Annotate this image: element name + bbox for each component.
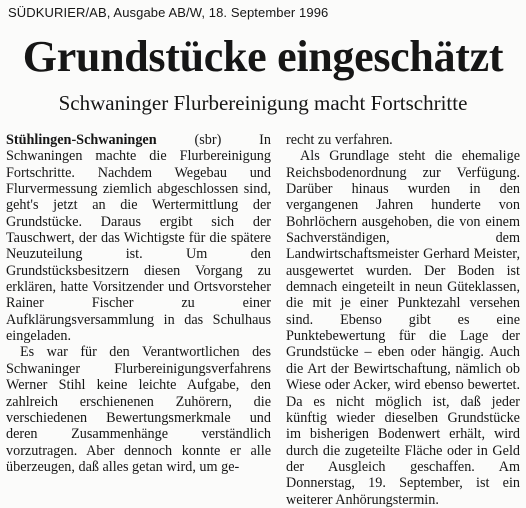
article-paragraph <box>6 132 271 344</box>
article-column-left <box>6 132 271 475</box>
paragraph-text: (sbr) In Schwaningen machte die Flurbereinigung Fortschritte. Nachdem Wegebau und Flurvermessung ziemlich abgeschlossen sind, geht's jetzt an die Wertermittlung der Grundstücke. Daraus ergibt sich der Tauschwert, der das Wichtigste für die spätere Neuzuteilung ist. Um den Grundstücksbesitzern diesen Vorgang zu erklären, hatte Vorsitzender und Ortsvorsteher Rainer Fischer zu einer Aufklärungsversammlung in das Schulhaus eingeladen. <box>6 132 271 345</box>
article-paragraph: Als Grundlage steht die ehemalige Reichsbodenordnung zur Verfügung. Darüber hinaus wurden in den vergangenen Jahren hunderte von Bohrlöchern ausgehoben, die von einem Sachverständigen, dem Landwirtschaftsmeister Gerhard Meister, ausgewertet wurden. Der Boden ist demnach eingeteilt in neun Güteklassen, die mit je einer Punktezahl versehen sind. Ebenso gibt es eine Punktebewertung für die Lage der Grundstücke – eben oder hängig. Auch die Art der Bewirtschaftung, nämlich ob Wiese oder Acker, wird ebenso bewertet. Da es nicht möglich ist, daß jeder künftig wieder dieselben Grundstücke im bisherigen Bodenwert erhält, wird durch die zugeteilte Fläche oder in Geld der Ausgleich geschaffen. Am Donnerstag, 19. September, ist ein weiterer Anhörungstermin. <box>286 148 520 508</box>
dateline: Stühlingen-Schwaningen <box>6 132 157 148</box>
headline: Grundstücke eingeschätzt <box>22 32 504 81</box>
article-paragraph-continued: recht zu verfahren. <box>286 132 393 148</box>
article-paragraph: Es war für den Verantwortlichen des Schwaninger Flurbereinigungsverfahrens Werner Stihl keine leichte Aufgabe, den zahlreich erschienenen Zuhörern, die verschiedenen Bewertungsmerkmale und deren Zusammenhänge verständlich vorzutragen. Aber dennoch konnte er alle überzeugen, daß alles getan wird, um ge- <box>6 344 271 475</box>
subheadline: Schwaninger Flurbereinigung macht Fortschritte <box>58 91 468 115</box>
article-column-right <box>286 132 520 508</box>
source-line: SÜDKURIER/AB, Ausgabe AB/W, 18. September 1996 <box>8 5 329 20</box>
